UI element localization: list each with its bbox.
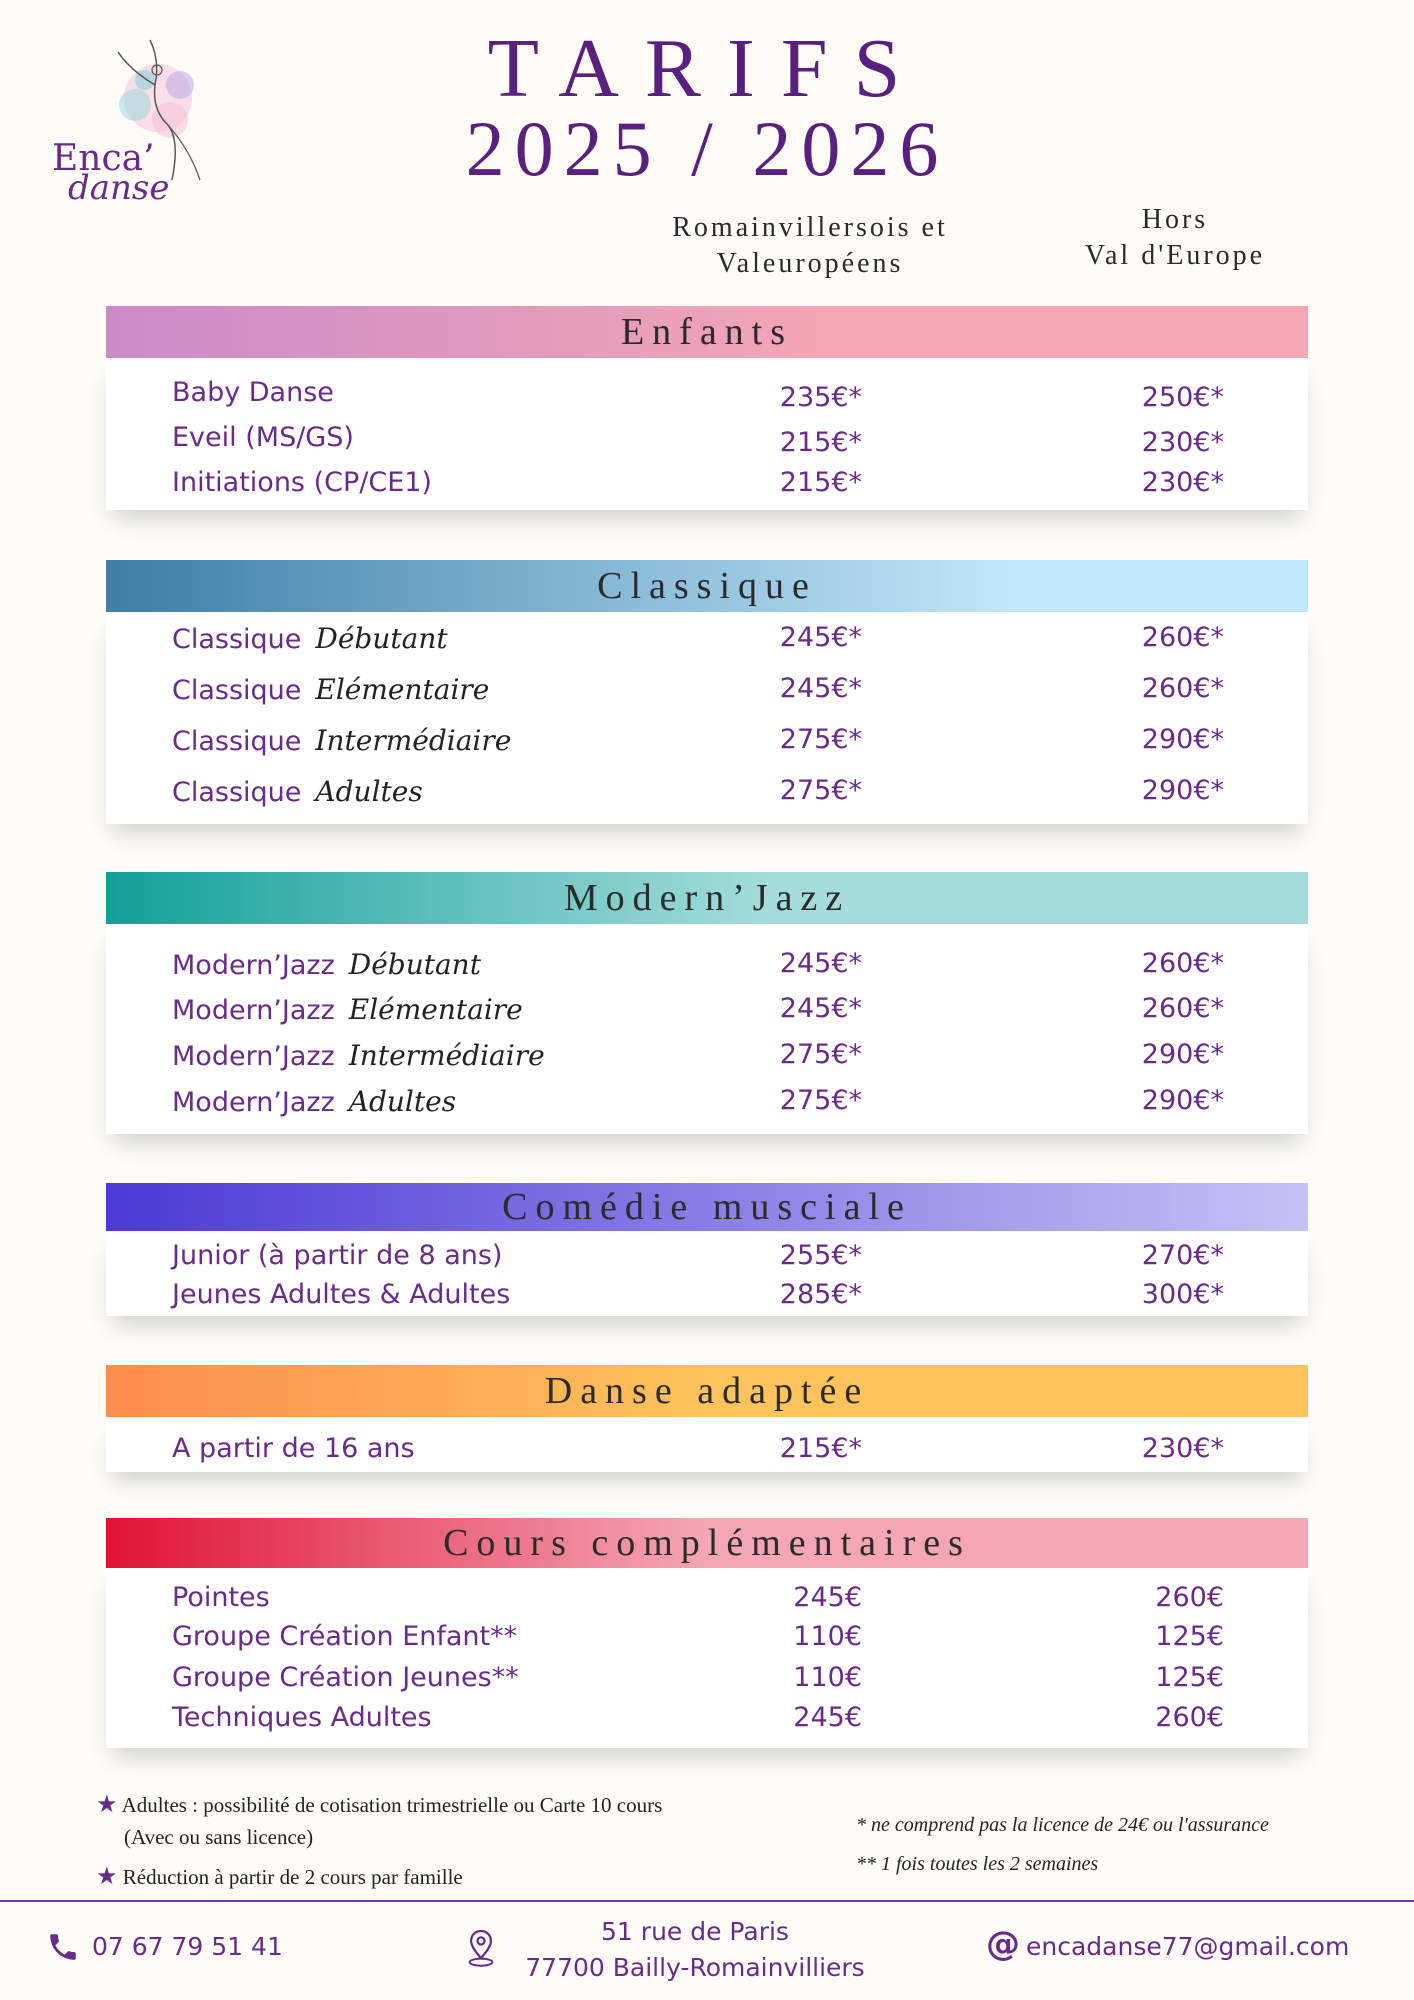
price-outside: 290€*: [1141, 1085, 1224, 1116]
section-title: Cours complémentaires: [443, 1522, 971, 1564]
address-line: 51 rue de Paris: [601, 1917, 789, 1946]
phone-icon: [46, 1930, 80, 1964]
section-header-classique: [106, 560, 1308, 612]
course-label: Modern’Jazz: [172, 950, 335, 981]
price-residents: 215€*: [779, 427, 862, 458]
course-row: [172, 1085, 456, 1118]
price-outside: 260€*: [1141, 948, 1224, 979]
course-label: Classique: [172, 777, 302, 808]
course-label: Classique: [172, 675, 302, 706]
price-residents: 215€*: [779, 1433, 862, 1464]
price-outside: 230€*: [1141, 467, 1224, 498]
price-residents: 245€: [793, 1582, 862, 1613]
course-label: Junior (à partir de 8 ans): [172, 1240, 503, 1271]
course-level: Intermédiaire: [348, 1039, 545, 1072]
course-level: Débutant: [315, 622, 448, 655]
price-outside: 250€*: [1141, 382, 1224, 413]
course-row: [172, 948, 481, 981]
section-header-modern-jazz: [106, 872, 1308, 924]
course-level: Adultes: [315, 775, 423, 808]
column-header-line: Val d'Europe: [1084, 240, 1266, 271]
section-title: Enfants: [620, 311, 794, 353]
footnote-frequency: ** 1 fois toutes les 2 semaines: [856, 1853, 1099, 1875]
note-discount: ★ Réduction à partir de 2 cours par famille: [96, 1864, 463, 1890]
price-outside: 125€: [1155, 1621, 1224, 1652]
column-header-line: Hors: [1141, 204, 1209, 235]
logo-subtext: danse: [68, 168, 170, 208]
course-label: Initiations (CP/CE1): [172, 467, 432, 498]
section-title: Comédie musciale: [502, 1186, 912, 1228]
section-title: Classique: [597, 565, 817, 607]
price-outside: 270€*: [1141, 1240, 1224, 1271]
price-residents: 235€*: [779, 382, 862, 413]
location-pin-icon: [464, 1928, 498, 1968]
course-row: [172, 1039, 545, 1072]
course-label: A partir de 16 ans: [172, 1433, 415, 1464]
price-residents: 215€*: [779, 467, 862, 498]
course-row: [172, 622, 448, 655]
logo-text: Enca’: [52, 138, 155, 179]
price-outside: 300€*: [1141, 1279, 1224, 1310]
section-header-complementaires: [106, 1518, 1308, 1568]
price-residents: 275€*: [779, 1085, 862, 1116]
course-label: Baby Danse: [172, 377, 334, 408]
course-level: Elémentaire: [315, 673, 490, 706]
price-residents: 245€*: [779, 948, 862, 979]
course-level: Intermédiaire: [315, 724, 512, 757]
price-residents: 245€*: [779, 993, 862, 1024]
price-outside: 260€*: [1141, 673, 1224, 704]
column-header-outside: [1050, 202, 1300, 274]
column-header-line: Valeuropéens: [716, 248, 904, 279]
address-line: 77700 Bailly-Romainvilliers: [525, 1953, 865, 1982]
price-outside: 260€*: [1141, 622, 1224, 653]
column-header-line: Romainvillersois et: [672, 212, 948, 243]
course-label: Pointes: [172, 1582, 270, 1613]
price-residents: 255€*: [779, 1240, 862, 1271]
notes-left: [96, 1790, 796, 1891]
course-level: Adultes: [348, 1085, 457, 1118]
section-header-adaptee: [106, 1365, 1308, 1417]
section-title: Modern’Jazz: [563, 877, 851, 919]
course-row: [172, 775, 423, 808]
price-outside: 260€: [1155, 1702, 1224, 1733]
price-residents: 275€*: [779, 724, 862, 755]
price-outside: 260€*: [1141, 993, 1224, 1024]
section-header-comedie: [106, 1183, 1308, 1231]
price-residents: 285€*: [779, 1279, 862, 1310]
footer-email[interactable]: encadanse77@gmail.com: [1026, 1932, 1350, 1961]
price-outside: 260€: [1155, 1582, 1224, 1613]
price-residents: 110€: [793, 1662, 862, 1693]
course-label: Modern’Jazz: [172, 1087, 335, 1118]
course-label: Classique: [172, 726, 302, 757]
price-residents: 275€*: [779, 775, 862, 806]
star-icon: ★: [96, 1864, 118, 1890]
course-label: Jeunes Adultes & Adultes: [172, 1279, 511, 1310]
price-outside: 230€*: [1141, 427, 1224, 458]
price-residents: 245€*: [779, 673, 862, 704]
footnote-license: * ne comprend pas la licence de 24€ ou l'assurance: [856, 1814, 1269, 1836]
note-adults-detail: (Avec ou sans licence): [124, 1825, 314, 1849]
course-label: Techniques Adultes: [172, 1702, 432, 1733]
footer-phone[interactable]: 07 67 79 51 41: [92, 1932, 283, 1961]
price-residents: 245€*: [779, 622, 862, 653]
season-year: 2025 / 2026: [465, 105, 949, 192]
note-adults: ★ Adultes : possibilité de cotisation trimestrielle ou Carte 10 cours: [96, 1792, 663, 1818]
course-label: Groupe Création Enfant**: [172, 1621, 518, 1652]
price-residents: 110€: [793, 1621, 862, 1652]
section-title: Danse adaptée: [544, 1370, 870, 1412]
course-label: Groupe Création Jeunes**: [172, 1662, 519, 1693]
price-residents: 245€: [793, 1702, 862, 1733]
course-row: [172, 993, 523, 1026]
course-label: Classique: [172, 624, 302, 655]
column-header-residents: [640, 210, 980, 282]
page-title: TARIFS: [487, 22, 927, 115]
course-label: Eveil (MS/GS): [172, 422, 354, 453]
course-level: Débutant: [348, 948, 481, 981]
price-outside: 290€*: [1141, 1039, 1224, 1070]
course-row: [172, 724, 511, 757]
course-label: Modern’Jazz: [172, 995, 335, 1026]
course-label: Modern’Jazz: [172, 1041, 335, 1072]
price-outside: 290€*: [1141, 724, 1224, 755]
footer-address: [510, 1914, 880, 1986]
footer-divider: [0, 1900, 1414, 1902]
at-sign-icon: @: [986, 1924, 1020, 1964]
course-level: Elémentaire: [348, 993, 523, 1026]
price-residents: 275€*: [779, 1039, 862, 1070]
course-row: [172, 673, 489, 706]
price-outside: 125€: [1155, 1662, 1224, 1693]
price-outside: 290€*: [1141, 775, 1224, 806]
section-header-enfants: [106, 306, 1308, 358]
price-outside: 230€*: [1141, 1433, 1224, 1464]
star-icon: ★: [96, 1792, 118, 1818]
